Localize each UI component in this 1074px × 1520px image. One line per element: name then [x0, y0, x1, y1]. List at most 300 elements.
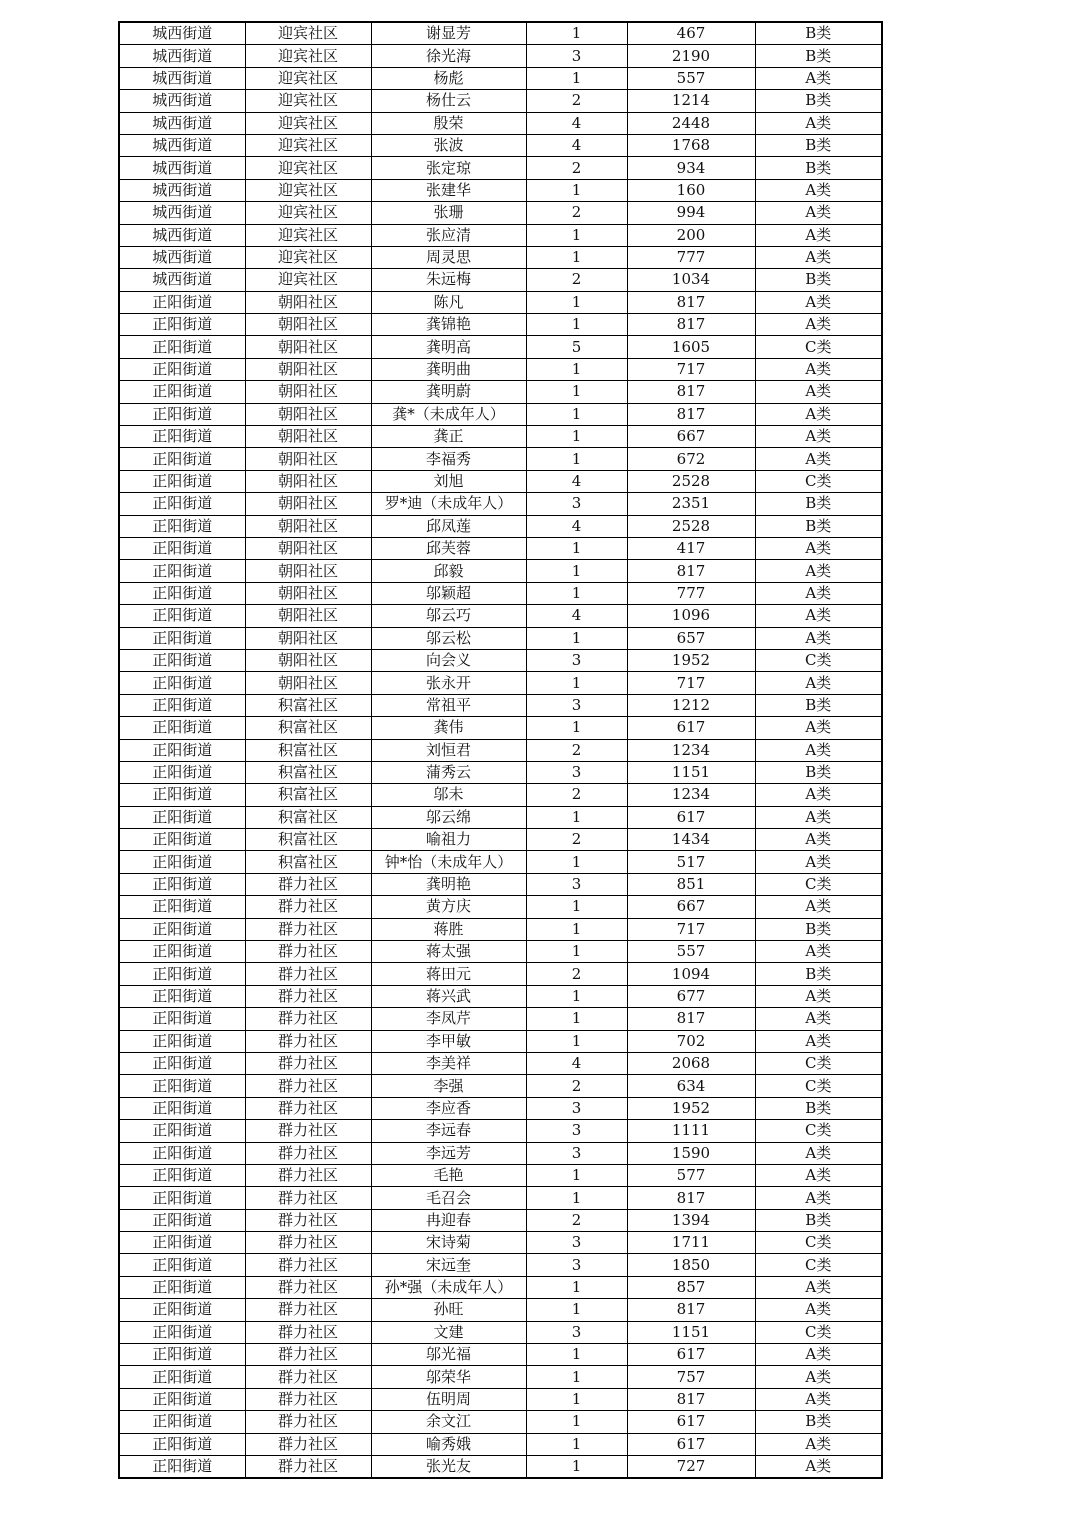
category-cell: A类 [755, 560, 882, 582]
table-row [119, 1075, 882, 1097]
category-cell: B类 [755, 1209, 882, 1231]
amount-cell: 1952 [627, 1097, 755, 1119]
name-cell: 龚*（未成年人） [371, 403, 526, 425]
community-cell: 迎宾社区 [245, 67, 371, 89]
street-cell: 正阳街道 [119, 1209, 245, 1231]
category-cell: A类 [755, 672, 882, 694]
community-cell: 群力社区 [245, 1299, 371, 1321]
amount-cell: 617 [627, 717, 755, 739]
category-cell: A类 [755, 1276, 882, 1298]
household-size-cell: 1 [526, 1008, 627, 1030]
street-cell: 正阳街道 [119, 560, 245, 582]
name-cell: 邬荣华 [371, 1366, 526, 1388]
amount-cell: 817 [627, 560, 755, 582]
table-row [119, 45, 882, 67]
name-cell: 邬未 [371, 784, 526, 806]
category-cell: A类 [755, 1008, 882, 1030]
household-size-cell: 1 [526, 22, 627, 45]
table-row [119, 1366, 882, 1388]
category-cell: B类 [755, 515, 882, 537]
household-size-cell: 1 [526, 1433, 627, 1455]
street-cell: 正阳街道 [119, 1008, 245, 1030]
name-cell: 龚锦艳 [371, 314, 526, 336]
category-cell: A类 [755, 784, 882, 806]
name-cell: 邬云巧 [371, 605, 526, 627]
community-cell: 朝阳社区 [245, 470, 371, 492]
household-size-cell: 1 [526, 224, 627, 246]
table-row [119, 381, 882, 403]
name-cell: 龚明艳 [371, 873, 526, 895]
table-row [119, 1433, 882, 1455]
community-cell: 朝阳社区 [245, 627, 371, 649]
street-cell: 正阳街道 [119, 403, 245, 425]
category-cell: A类 [755, 381, 882, 403]
amount-cell: 777 [627, 246, 755, 268]
household-size-cell: 3 [526, 1232, 627, 1254]
community-cell: 积富社区 [245, 761, 371, 783]
community-cell: 群力社区 [245, 873, 371, 895]
name-cell: 蒋胜 [371, 918, 526, 940]
table-row [119, 179, 882, 201]
name-cell: 殷荣 [371, 112, 526, 134]
name-cell: 李远芳 [371, 1142, 526, 1164]
street-cell: 正阳街道 [119, 694, 245, 716]
amount-cell: 934 [627, 157, 755, 179]
table-row [119, 649, 882, 671]
street-cell: 城西街道 [119, 202, 245, 224]
category-cell: B类 [755, 45, 882, 67]
table-row [119, 291, 882, 313]
community-cell: 朝阳社区 [245, 381, 371, 403]
community-cell: 群力社区 [245, 1276, 371, 1298]
community-cell: 迎宾社区 [245, 90, 371, 112]
community-cell: 群力社区 [245, 1232, 371, 1254]
name-cell: 李强 [371, 1075, 526, 1097]
household-size-cell: 1 [526, 1164, 627, 1186]
amount-cell: 677 [627, 985, 755, 1007]
street-cell: 正阳街道 [119, 470, 245, 492]
table-row [119, 1187, 882, 1209]
amount-cell: 1151 [627, 1321, 755, 1343]
household-size-cell: 1 [526, 985, 627, 1007]
street-cell: 城西街道 [119, 134, 245, 156]
street-cell: 正阳街道 [119, 739, 245, 761]
amount-cell: 777 [627, 582, 755, 604]
community-cell: 朝阳社区 [245, 403, 371, 425]
street-cell: 正阳街道 [119, 426, 245, 448]
household-size-cell: 1 [526, 896, 627, 918]
category-cell: A类 [755, 1164, 882, 1186]
community-cell: 群力社区 [245, 1164, 371, 1186]
community-cell: 迎宾社区 [245, 112, 371, 134]
name-cell: 杨彪 [371, 67, 526, 89]
category-cell: B类 [755, 90, 882, 112]
community-cell: 群力社区 [245, 896, 371, 918]
category-cell: C类 [755, 1321, 882, 1343]
community-cell: 群力社区 [245, 1008, 371, 1030]
name-cell: 蒋兴武 [371, 985, 526, 1007]
table-row [119, 963, 882, 985]
name-cell: 黄方庆 [371, 896, 526, 918]
category-cell: A类 [755, 537, 882, 559]
household-size-cell: 1 [526, 1344, 627, 1366]
household-size-cell: 3 [526, 1142, 627, 1164]
street-cell: 正阳街道 [119, 896, 245, 918]
amount-cell: 634 [627, 1075, 755, 1097]
name-cell: 邬光福 [371, 1344, 526, 1366]
household-size-cell: 1 [526, 672, 627, 694]
community-cell: 群力社区 [245, 1075, 371, 1097]
category-cell: A类 [755, 1299, 882, 1321]
name-cell: 罗*迪（未成年人） [371, 493, 526, 515]
category-cell: B类 [755, 1097, 882, 1119]
table-row [119, 1321, 882, 1343]
street-cell: 城西街道 [119, 45, 245, 67]
household-size-cell: 1 [526, 1456, 627, 1479]
category-cell: B类 [755, 918, 882, 940]
name-cell: 喻祖力 [371, 829, 526, 851]
name-cell: 喻秀娥 [371, 1433, 526, 1455]
table-row [119, 358, 882, 380]
table-row [119, 515, 882, 537]
amount-cell: 557 [627, 941, 755, 963]
amount-cell: 160 [627, 179, 755, 201]
community-cell: 迎宾社区 [245, 22, 371, 45]
community-cell: 迎宾社区 [245, 45, 371, 67]
household-size-cell: 1 [526, 1276, 627, 1298]
street-cell: 城西街道 [119, 112, 245, 134]
table-row [119, 717, 882, 739]
amount-cell: 817 [627, 314, 755, 336]
amount-cell: 1096 [627, 605, 755, 627]
amount-cell: 727 [627, 1456, 755, 1479]
name-cell: 余文江 [371, 1411, 526, 1433]
category-cell: A类 [755, 426, 882, 448]
community-cell: 朝阳社区 [245, 537, 371, 559]
table-row [119, 336, 882, 358]
category-cell: A类 [755, 358, 882, 380]
table-row [119, 672, 882, 694]
household-size-cell: 1 [526, 1299, 627, 1321]
table-row [119, 112, 882, 134]
amount-cell: 817 [627, 403, 755, 425]
name-cell: 蒋太强 [371, 941, 526, 963]
community-cell: 朝阳社区 [245, 358, 371, 380]
community-cell: 积富社区 [245, 739, 371, 761]
table-row [119, 1030, 882, 1052]
street-cell: 正阳街道 [119, 672, 245, 694]
household-size-cell: 1 [526, 426, 627, 448]
name-cell: 周灵思 [371, 246, 526, 268]
amount-cell: 577 [627, 1164, 755, 1186]
category-cell: B类 [755, 963, 882, 985]
amount-cell: 717 [627, 918, 755, 940]
category-cell: A类 [755, 896, 882, 918]
amount-cell: 817 [627, 1187, 755, 1209]
table-row [119, 582, 882, 604]
category-cell: A类 [755, 314, 882, 336]
amount-cell: 617 [627, 1433, 755, 1455]
household-size-cell: 4 [526, 605, 627, 627]
street-cell: 正阳街道 [119, 1030, 245, 1052]
table-row [119, 22, 882, 45]
household-size-cell: 1 [526, 1388, 627, 1410]
amount-cell: 1605 [627, 336, 755, 358]
category-cell: A类 [755, 1388, 882, 1410]
street-cell: 正阳街道 [119, 1456, 245, 1479]
table-row [119, 627, 882, 649]
street-cell: 正阳街道 [119, 1321, 245, 1343]
household-size-cell: 1 [526, 314, 627, 336]
household-size-cell: 1 [526, 851, 627, 873]
name-cell: 龚明高 [371, 336, 526, 358]
amount-cell: 857 [627, 1276, 755, 1298]
amount-cell: 817 [627, 1008, 755, 1030]
street-cell: 正阳街道 [119, 784, 245, 806]
street-cell: 正阳街道 [119, 1366, 245, 1388]
category-cell: A类 [755, 941, 882, 963]
household-size-cell: 2 [526, 963, 627, 985]
household-size-cell: 2 [526, 202, 627, 224]
category-cell: B类 [755, 1411, 882, 1433]
street-cell: 城西街道 [119, 246, 245, 268]
street-cell: 正阳街道 [119, 985, 245, 1007]
category-cell: A类 [755, 224, 882, 246]
category-cell: A类 [755, 806, 882, 828]
name-cell: 邱凤莲 [371, 515, 526, 537]
name-cell: 李福秀 [371, 448, 526, 470]
household-size-cell: 4 [526, 470, 627, 492]
table-row [119, 806, 882, 828]
household-size-cell: 2 [526, 1209, 627, 1231]
name-cell: 宋诗菊 [371, 1232, 526, 1254]
household-size-cell: 1 [526, 560, 627, 582]
community-cell: 朝阳社区 [245, 649, 371, 671]
community-cell: 朝阳社区 [245, 314, 371, 336]
table-body [119, 22, 882, 1478]
household-size-cell: 1 [526, 941, 627, 963]
table-row [119, 1008, 882, 1030]
street-cell: 正阳街道 [119, 291, 245, 313]
table-row [119, 403, 882, 425]
household-size-cell: 2 [526, 90, 627, 112]
street-cell: 正阳街道 [119, 381, 245, 403]
amount-cell: 557 [627, 67, 755, 89]
street-cell: 城西街道 [119, 90, 245, 112]
name-cell: 冉迎春 [371, 1209, 526, 1231]
household-size-cell: 1 [526, 448, 627, 470]
street-cell: 正阳街道 [119, 1299, 245, 1321]
table-row [119, 918, 882, 940]
street-cell: 正阳街道 [119, 1411, 245, 1433]
household-size-cell: 1 [526, 381, 627, 403]
table-row [119, 269, 882, 291]
community-cell: 群力社区 [245, 1187, 371, 1209]
household-size-cell: 4 [526, 134, 627, 156]
category-cell: A类 [755, 582, 882, 604]
household-size-cell: 3 [526, 45, 627, 67]
name-cell: 张建华 [371, 179, 526, 201]
community-cell: 迎宾社区 [245, 157, 371, 179]
category-cell: A类 [755, 291, 882, 313]
community-cell: 群力社区 [245, 1030, 371, 1052]
name-cell: 龚伟 [371, 717, 526, 739]
amount-cell: 1394 [627, 1209, 755, 1231]
category-cell: A类 [755, 1142, 882, 1164]
household-size-cell: 4 [526, 112, 627, 134]
name-cell: 李甲敏 [371, 1030, 526, 1052]
table-row [119, 605, 882, 627]
table-row [119, 1276, 882, 1298]
amount-cell: 1711 [627, 1232, 755, 1254]
category-cell: A类 [755, 605, 882, 627]
street-cell: 正阳街道 [119, 1344, 245, 1366]
community-cell: 积富社区 [245, 829, 371, 851]
table-row [119, 470, 882, 492]
category-cell: C类 [755, 336, 882, 358]
household-size-cell: 1 [526, 717, 627, 739]
amount-cell: 1212 [627, 694, 755, 716]
table-row [119, 1164, 882, 1186]
category-cell: A类 [755, 1456, 882, 1479]
category-cell: A类 [755, 246, 882, 268]
amount-cell: 667 [627, 896, 755, 918]
table-row [119, 67, 882, 89]
category-cell: B类 [755, 493, 882, 515]
amount-cell: 617 [627, 1344, 755, 1366]
name-cell: 张波 [371, 134, 526, 156]
name-cell: 龚正 [371, 426, 526, 448]
amount-cell: 2528 [627, 515, 755, 537]
household-size-cell: 1 [526, 806, 627, 828]
amount-cell: 817 [627, 1299, 755, 1321]
community-cell: 迎宾社区 [245, 202, 371, 224]
amount-cell: 2190 [627, 45, 755, 67]
community-cell: 群力社区 [245, 1142, 371, 1164]
household-size-cell: 1 [526, 627, 627, 649]
name-cell: 毛艳 [371, 1164, 526, 1186]
table-row [119, 246, 882, 268]
category-cell: A类 [755, 985, 882, 1007]
community-cell: 群力社区 [245, 1254, 371, 1276]
street-cell: 正阳街道 [119, 627, 245, 649]
name-cell: 刘恒君 [371, 739, 526, 761]
household-size-cell: 5 [526, 336, 627, 358]
household-size-cell: 1 [526, 918, 627, 940]
amount-cell: 1034 [627, 269, 755, 291]
household-size-cell: 3 [526, 1120, 627, 1142]
community-cell: 积富社区 [245, 784, 371, 806]
street-cell: 正阳街道 [119, 537, 245, 559]
street-cell: 正阳街道 [119, 1254, 245, 1276]
category-cell: A类 [755, 448, 882, 470]
category-cell: C类 [755, 1052, 882, 1074]
category-cell: C类 [755, 649, 882, 671]
community-cell: 群力社区 [245, 918, 371, 940]
table-row [119, 1456, 882, 1479]
name-cell: 孙旺 [371, 1299, 526, 1321]
community-cell: 迎宾社区 [245, 179, 371, 201]
street-cell: 正阳街道 [119, 605, 245, 627]
category-cell: B类 [755, 134, 882, 156]
amount-cell: 2351 [627, 493, 755, 515]
household-size-cell: 3 [526, 694, 627, 716]
street-cell: 城西街道 [119, 22, 245, 45]
name-cell: 伍明周 [371, 1388, 526, 1410]
name-cell: 毛召会 [371, 1187, 526, 1209]
name-cell: 钟*怡（未成年人） [371, 851, 526, 873]
household-size-cell: 2 [526, 739, 627, 761]
street-cell: 正阳街道 [119, 851, 245, 873]
category-cell: A类 [755, 829, 882, 851]
table-row [119, 739, 882, 761]
amount-cell: 2068 [627, 1052, 755, 1074]
street-cell: 正阳街道 [119, 1142, 245, 1164]
street-cell: 城西街道 [119, 67, 245, 89]
community-cell: 群力社区 [245, 1366, 371, 1388]
category-cell: C类 [755, 1254, 882, 1276]
table-row [119, 1097, 882, 1119]
community-cell: 朝阳社区 [245, 336, 371, 358]
street-cell: 正阳街道 [119, 829, 245, 851]
amount-cell: 1850 [627, 1254, 755, 1276]
community-cell: 迎宾社区 [245, 134, 371, 156]
category-cell: A类 [755, 1344, 882, 1366]
street-cell: 城西街道 [119, 269, 245, 291]
amount-cell: 667 [627, 426, 755, 448]
street-cell: 城西街道 [119, 179, 245, 201]
table-row [119, 314, 882, 336]
table-row [119, 134, 882, 156]
street-cell: 正阳街道 [119, 336, 245, 358]
community-cell: 群力社区 [245, 1120, 371, 1142]
category-cell: A类 [755, 739, 882, 761]
community-cell: 朝阳社区 [245, 672, 371, 694]
table-row [119, 1344, 882, 1366]
street-cell: 正阳街道 [119, 1388, 245, 1410]
household-size-cell: 4 [526, 515, 627, 537]
community-cell: 朝阳社区 [245, 605, 371, 627]
category-cell: B类 [755, 761, 882, 783]
household-size-cell: 1 [526, 582, 627, 604]
street-cell: 正阳街道 [119, 1433, 245, 1455]
household-size-cell: 3 [526, 1254, 627, 1276]
community-cell: 朝阳社区 [245, 560, 371, 582]
street-cell: 正阳街道 [119, 941, 245, 963]
street-cell: 正阳街道 [119, 1097, 245, 1119]
street-cell: 正阳街道 [119, 1075, 245, 1097]
street-cell: 城西街道 [119, 224, 245, 246]
community-cell: 朝阳社区 [245, 291, 371, 313]
community-cell: 群力社区 [245, 1052, 371, 1074]
amount-cell: 467 [627, 22, 755, 45]
table-row [119, 157, 882, 179]
amount-cell: 2528 [627, 470, 755, 492]
table-row [119, 896, 882, 918]
household-size-cell: 2 [526, 829, 627, 851]
community-cell: 积富社区 [245, 851, 371, 873]
street-cell: 正阳街道 [119, 515, 245, 537]
household-size-cell: 1 [526, 179, 627, 201]
amount-cell: 1094 [627, 963, 755, 985]
household-size-cell: 3 [526, 1321, 627, 1343]
table-row [119, 1120, 882, 1142]
household-size-cell: 3 [526, 761, 627, 783]
category-cell: A类 [755, 1030, 882, 1052]
category-cell: A类 [755, 1433, 882, 1455]
street-cell: 正阳街道 [119, 358, 245, 380]
category-cell: C类 [755, 1120, 882, 1142]
